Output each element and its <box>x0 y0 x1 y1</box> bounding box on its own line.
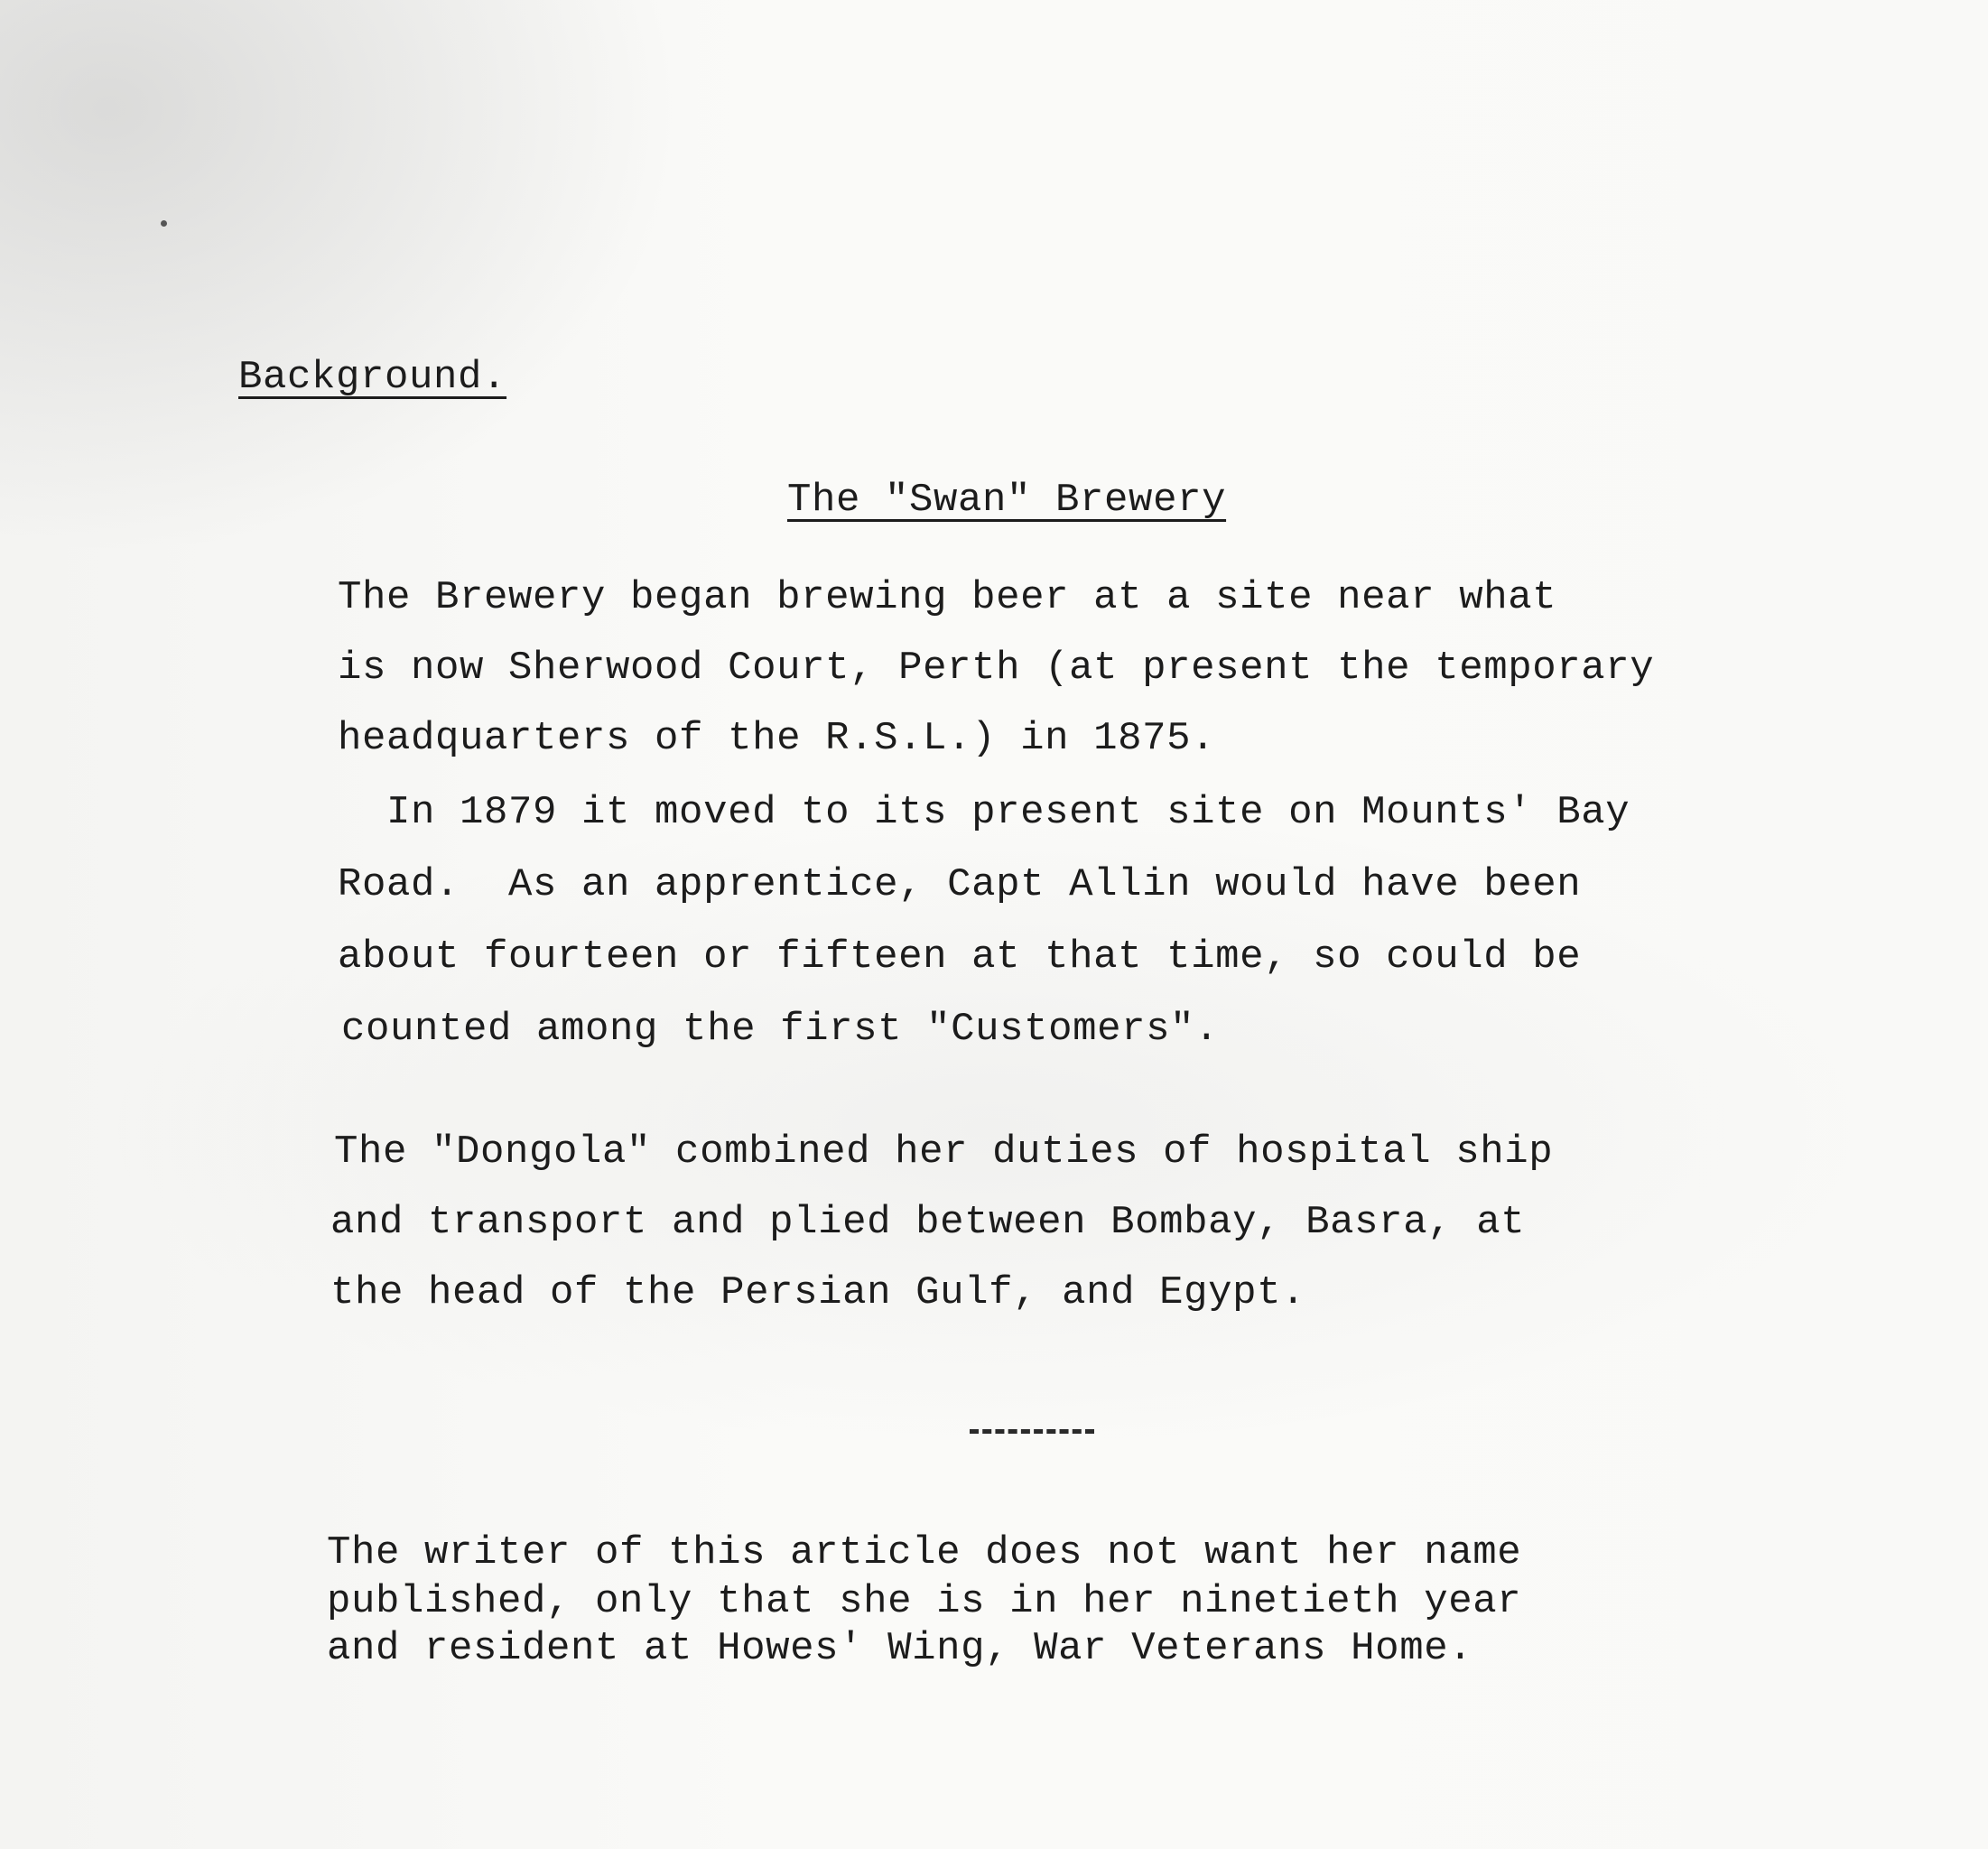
paragraph2-line: about fourteen or fifteen at that time, so could be <box>338 934 1582 980</box>
background-heading: Background. <box>238 355 507 400</box>
brewery-title: The "Swan" Brewery <box>787 478 1227 523</box>
paragraph1-line: The Brewery began brewing beer at a site near what <box>338 575 1557 620</box>
paragraph2-line: In 1879 it moved to its present site on Mounts' Bay <box>338 790 1630 835</box>
note-line: and resident at Howes' Wing, War Veterans Home. <box>327 1626 1473 1671</box>
paragraph3-line: The "Dongola" combined her duties of hospital ship <box>334 1129 1554 1175</box>
note-line: The writer of this article does not want her name <box>327 1530 1522 1575</box>
section-divider <box>970 1429 1094 1434</box>
paragraph1-line: headquarters of the R.S.L.) in 1875. <box>338 716 1216 761</box>
paragraph2-line: Road. As an apprentice, Capt Allin would have been <box>338 862 1582 907</box>
paragraph1-line: is now Sherwood Court, Perth (at present the temporary <box>338 646 1655 691</box>
note-line: published, only that she is in her ninetieth year <box>327 1579 1522 1624</box>
paragraph3-line: and transport and plied between Bombay, Basra, at <box>330 1200 1526 1245</box>
paper-speck <box>161 220 167 227</box>
paragraph2-line: counted among the first "Customers". <box>341 1007 1220 1052</box>
paragraph3-line: the head of the Persian Gulf, and Egypt. <box>330 1270 1306 1315</box>
